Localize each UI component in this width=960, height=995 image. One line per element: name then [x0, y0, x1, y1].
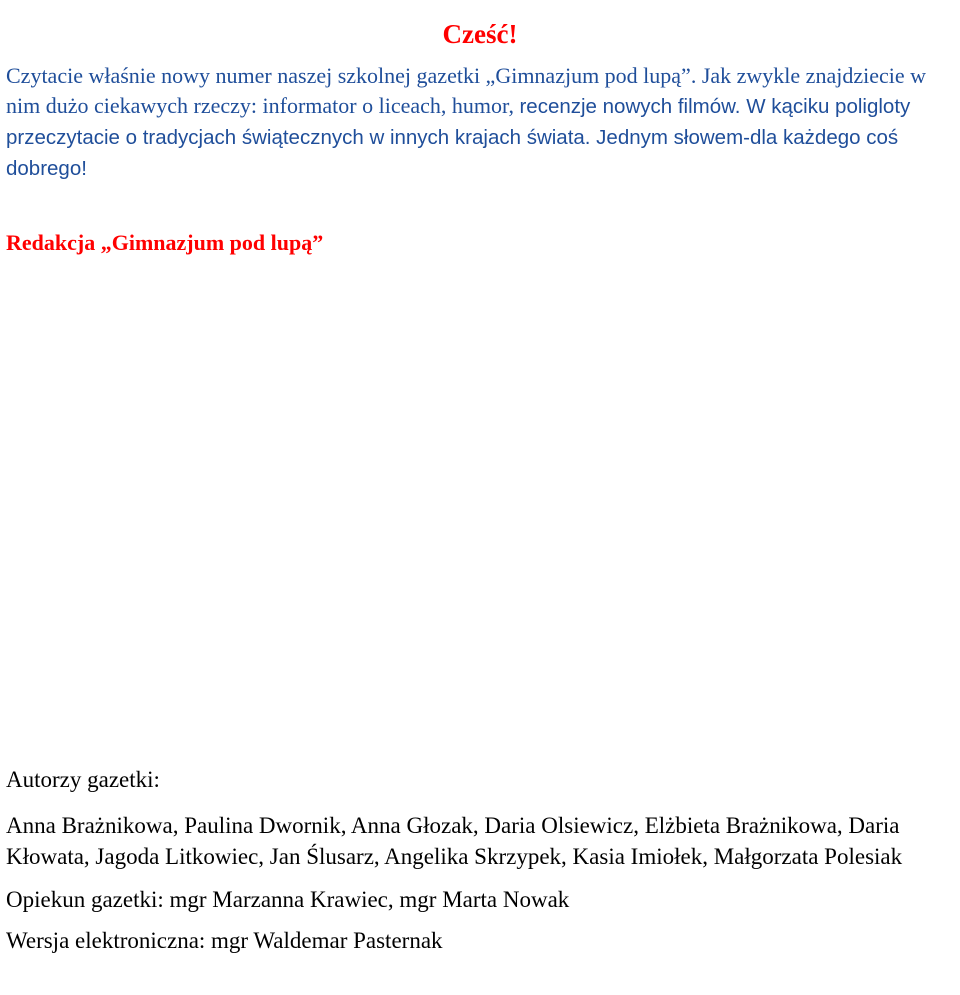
intro-text-serif: Czytacie właśnie nowy numer naszej szkolnej gazetki „Gimnazjum pod lupą”. Jak zwykle znajdziecie w nim dużo ciekawych rzeczy: informator o liceach, humor,	[6, 63, 926, 118]
editorial-signature: Redakcja „Gimnazjum pod lupą”	[6, 230, 324, 255]
guardian-line: Opiekun gazetki: mgr Marzanna Krawiec, mgr Marta Nowak	[6, 887, 570, 912]
intro-paragraph	[6, 61, 958, 184]
electronic-version-line: Wersja elektroniczna: mgr Waldemar Pasternak	[6, 928, 443, 953]
authors-list: Anna Brażnikowa, Paulina Dwornik, Anna Głozak, Daria Olsiewicz, Elżbieta Brażnikowa, Daria Kłowata, Jagoda Litkowiec, Jan Ślusarz, Angelika Skrzypek, Kasia Imiołek, Małgorzata Polesiak	[6, 813, 903, 869]
page-title: Cześć!	[442, 19, 518, 50]
credits-section	[6, 764, 958, 956]
authors-heading: Autorzy gazetki:	[6, 767, 160, 792]
intro-text-sans: recenzje nowych filmów. W kąciku poligloty przeczytacie o tradycjach świątecznych w innych krajach świata. Jednym słowem-dla każdego coś dobrego!	[6, 95, 911, 180]
